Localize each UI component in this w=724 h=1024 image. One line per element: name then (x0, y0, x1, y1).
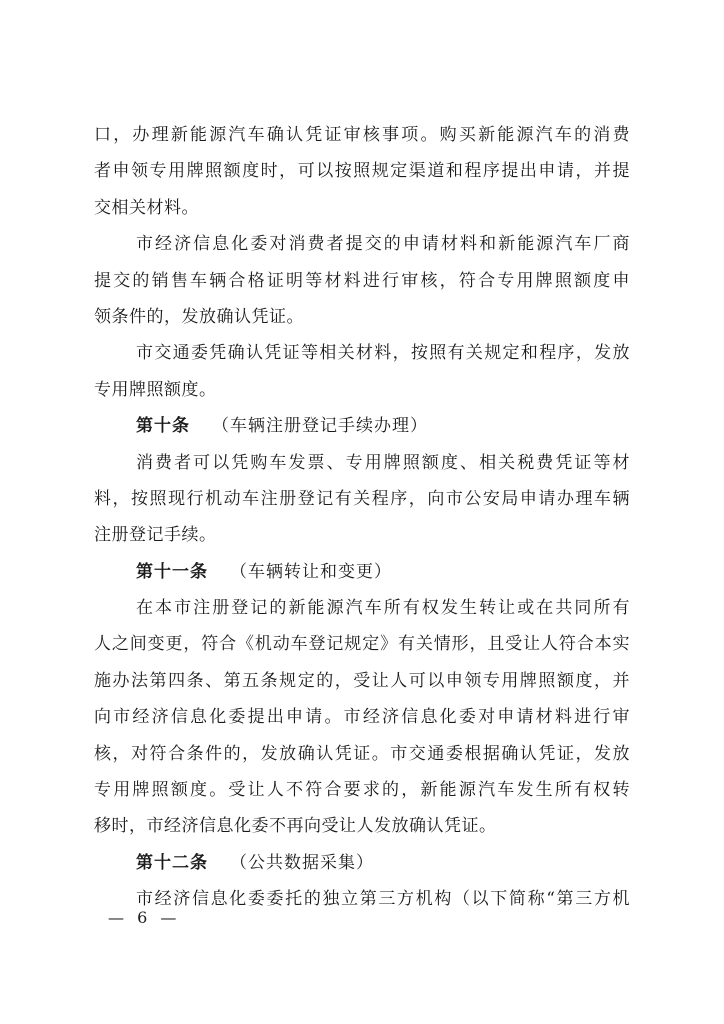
text-line: 交相关材料。 (94, 197, 199, 218)
article-number: 第十二条 (136, 852, 208, 873)
text-line: 市经济信息化委委托的独立第三方机构（以下简称“第三方机 (136, 889, 630, 910)
text-line: 市交通委凭确认凭证等相关材料，按照有关规定和程序，发放 (136, 343, 630, 364)
article-11-body (94, 590, 630, 845)
text-line: 料，按照现行机动车注册登记有关程序，向市公安局申请办理车辆 (94, 488, 630, 509)
text-line: 者申领专用牌照额度时，可以按照规定渠道和程序提出申请，并提 (94, 161, 630, 182)
article-10-heading (94, 408, 630, 444)
text-line: 消费者可以凭购车发票、专用牌照额度、相关税费凭证等材 (136, 452, 630, 473)
text-line: 注册登记手续。 (94, 525, 217, 546)
text-line: 移时，市经济信息化委不再向受让人发放确认凭证。 (94, 816, 497, 837)
text-line: 专用牌照额度。受让人不符合要求的，新能源汽车发生所有权转 (94, 780, 630, 801)
article-title: （车辆注册登记手续办理） (212, 416, 428, 437)
intro-paragraphs (94, 117, 630, 408)
text-line: 提交的销售车辆合格证明等材料进行审核，符合专用牌照额度申 (94, 270, 630, 291)
text-line: 向市经济信息化委提出申请。市经济信息化委对申请材料进行审 (94, 707, 630, 728)
page-number: — 6 — (108, 908, 181, 927)
article-title: （公共数据采集） (230, 852, 374, 873)
text-line: 施办法第四条、第五条规定的，受让人可以申领专用牌照额度，并 (94, 670, 630, 691)
article-10-body (94, 445, 630, 554)
article-12-heading (94, 845, 630, 881)
text-line: 人之间变更，符合《机动车登记规定》有关情形，且受让人符合本实 (94, 634, 630, 655)
article-title: （车辆转让和变更） (230, 561, 392, 582)
document-body (94, 117, 630, 918)
text-line: 领条件的，发放确认凭证。 (94, 306, 304, 327)
article-number: 第十条 (136, 416, 190, 437)
text-line: 核，对符合条件的，发放确认凭证。市交通委根据确认凭证，发放 (94, 743, 630, 764)
text-line: 口，办理新能源汽车确认凭证审核事项。购买新能源汽车的消费 (94, 125, 630, 145)
article-number: 第十一条 (136, 561, 208, 582)
text-line: 市经济信息化委对消费者提交的申请材料和新能源汽车厂商 (136, 234, 630, 255)
article-11-heading (94, 554, 630, 590)
text-line: 在本市注册登记的新能源汽车所有权发生转让或在共同所有 (136, 598, 630, 619)
text-line: 专用牌照额度。 (94, 379, 217, 400)
